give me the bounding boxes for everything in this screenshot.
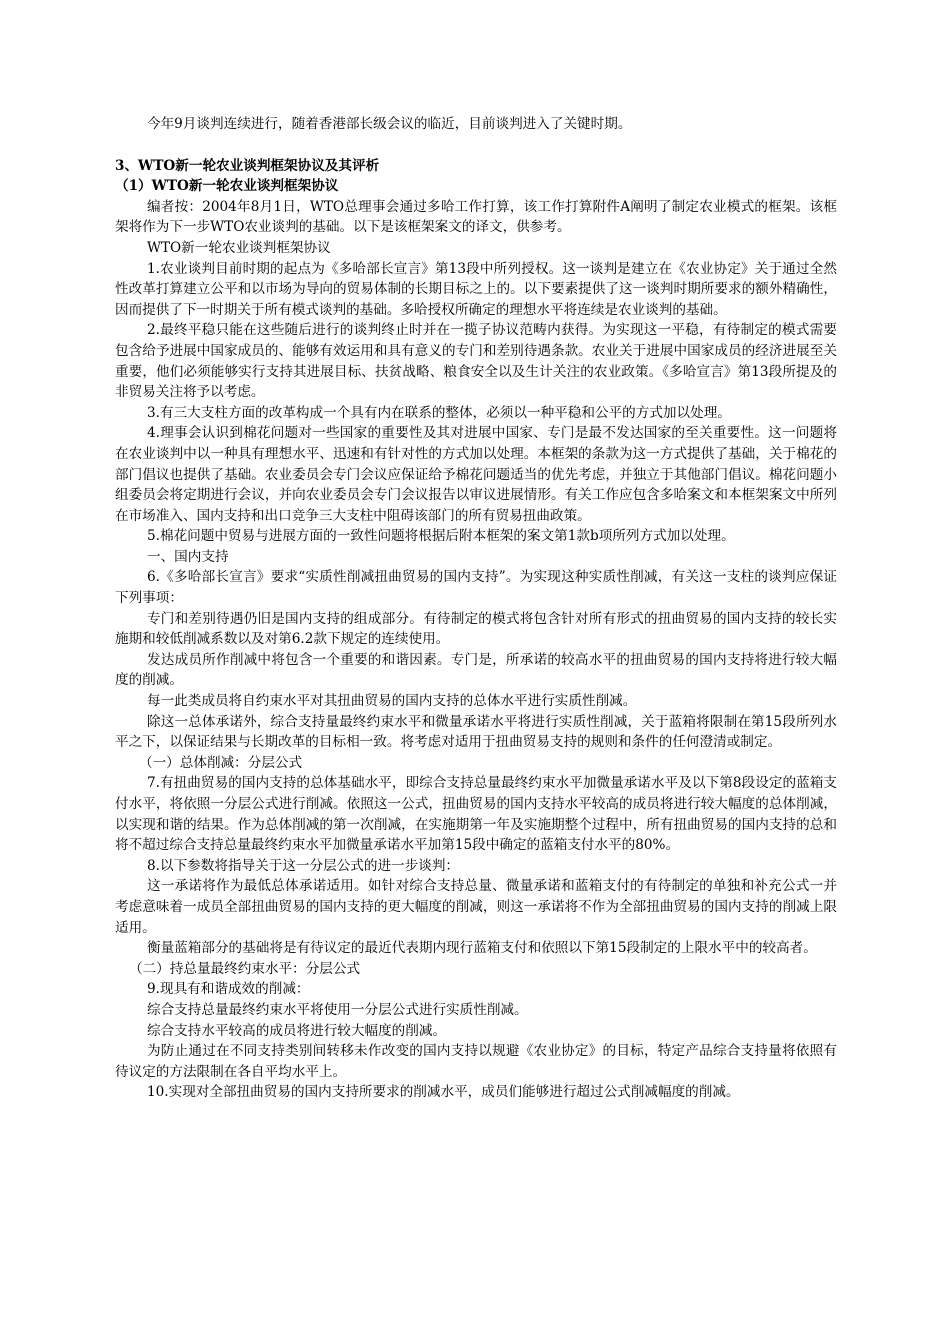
paragraph-7: 7.有扭曲贸易的国内支持的总体基础水平，即综合支持总量最终约束水平加微量承诺水平及以下第8段设定的蓝箱支付水平，将依照一分层公式进行削减。依照这一公式，扭曲贸易的国内支持水平较高的成员将进行较大幅度的总体削减，以实现和谐的结果。作为总体削减的第一次削减，在实施期第一年及实施期整个过程中，所有扭曲贸易的国内支持的总和将不超过综合支持总量最终约束水平加微量承诺水平加第15段中确定的蓝箱支付水平的80%。: [115, 775, 837, 854]
paragraph-6-item-3: 每一此类成员将自约束水平对其扭曲贸易的国内支持的总体水平进行实质性削减。: [147, 693, 637, 710]
paragraph-10: 10.实现对全部扭曲贸易的国内支持所要求的削减水平，成员们能够进行超过公式削减幅度的削减。: [147, 1084, 740, 1101]
paragraph-6-item-4: 除这一总体承诺外，综合支持量最终约束水平和微量承诺水平将进行实质性削减，关于蓝箱将限制在第15段所列水平之下，以保证结果与长期改革的目标相一致。将考虑对适用于扭曲贸易支持的规则和条件的任何澄清或制定。: [115, 713, 837, 751]
paragraph-8-item-1: 这一承诺将作为最低总体承诺适用。如针对综合支持总量、微量承诺和蓝箱支付的有待制定的单独和补充公式一并考虑意味着一成员全部扭曲贸易的国内支持的更大幅度的削减，则这一承诺将不作为全部扭曲贸易的国内支持的削减上限适用。: [115, 878, 837, 936]
heading-ams-final-bound: （二）持总量最终约束水平：分层公式: [129, 960, 361, 977]
subsection-heading: （1）WTO新一轮农业谈判框架协议: [115, 178, 339, 195]
paragraph-9-item-2: 综合支持水平较高的成员将进行较大幅度的削减。: [147, 1022, 447, 1039]
paragraph-8: 8.以下参数将指导关于这一分层公式的进一步谈判：: [147, 857, 460, 874]
paragraph-1: 1.农业谈判目前时期的起点为《多哈部长宣言》第13段中所列授权。这一谈判是建立在《农业协定》关于通过全然性改革打算建立公平和以市场为导向的贸易体制的长期目标之上的。以下要素提供了这一谈判时期所要求的额外精确性，因而提供了下一时期关于所有模式谈判的基础。多哈授权所确定的理想水平将连续是农业谈判的基础。: [115, 260, 837, 318]
paragraph-8-item-2: 衡量蓝箱部分的基础将是有待议定的最近代表期内现行蓝箱支付和依照以下第15段制定的上限水平中的较高者。: [147, 940, 817, 957]
paragraph-4: 4.理事会认识到棉花问题对一些国家的重要性及其对进展中国家、专门是最不发达国家的至关重要性。这一问题将在农业谈判中以一种具有理想水平、迅速和有针对性的方式加以处理。本框架的条款为这一方式提供了基础，关于棉花的部门倡议也提供了基础。农业委员会专门会议应保证给予棉花问题适当的优先考虑，并独立于其他部门倡议。棉花问题小组委员会将定期进行会议，并向农业委员会专门会议报告以审议进展情形。有关工作应包含多哈案文和本框架案文中所列在市场准入、国内支持和出口竞争三大支柱中阻碍该部门的所有贸易扭曲政策。: [115, 425, 837, 524]
paragraph-5: 5.棉花问题中贸易与进展方面的一致性问题将根据后附本框架的案文第1款b项所列方式加以处理。: [147, 528, 735, 545]
heading-domestic-support: 一、国内支持: [147, 548, 229, 565]
agreement-title: WTO新一轮农业谈判框架协议: [147, 239, 331, 256]
editor-note: 编者按：2004年8月1日，WTO总理事会通过多哈工作打算，该工作打算附件A阐明了制定农业模式的框架。该框架将作为下一步WTO农业谈判的基础。以下是该框架案文的译文，供参考。: [115, 198, 837, 236]
paragraph-2: 2.最终平稳只能在这些随后进行的谈判终止时并在一揽子协议范畴内获得。为实现这一平稳，有待制定的模式需要包含给予进展中国家成员的、能够有效运用和具有意义的专门和差别待遇条款。农业关于进展中国家成员的经济进展至关重要，他们必须能够实行支持其进展目标、扶贫战略、粮食安全以及生计关注的农业政策。《多哈宣言》第13段所提及的非贸易关注将予以考虑。: [115, 322, 837, 401]
paragraph-6: 6.《多哈部长宣言》要求“实质性削减扭曲贸易的国内支持”。为实现这种实质性削减，有关这一支柱的谈判应保证下列事项：: [115, 569, 837, 607]
paragraph-9-item-1: 综合支持总量最终约束水平将使用一分层公式进行实质性削减。: [147, 1001, 528, 1018]
paragraph-intro: 今年9月谈判连续进行，随着香港部长级会议的临近，目前谈判进入了关键时期。: [147, 116, 632, 132]
paragraph-6-item-1: 专门和差别待遇仍旧是国内支持的组成部分。有待制定的模式将包含针对所有形式的扭曲贸易的国内支持的较长实施期和较低削减系数以及对第6.2款下规定的连续使用。: [115, 610, 837, 648]
paragraph-9: 9.现具有和谐成效的削减：: [147, 981, 310, 998]
section-heading: 3、WTO新一轮农业谈判框架协议及其评析: [115, 157, 380, 174]
paragraph-6-item-2: 发达成员所作削减中将包含一个重要的和谐因素。专门是，所承诺的较高水平的扭曲贸易的国内支持将进行较大幅度的削减。: [115, 651, 837, 689]
paragraph-9-item-3: 为防止通过在不同支持类别间转移未作改变的国内支持以规避《农业协定》的目标，特定产品综合支持量将依照有待议定的方法限制在各自平均水平上。: [115, 1043, 837, 1080]
heading-overall-reduction: （一）总体削减：分层公式: [139, 754, 303, 771]
document-body: [115, 114, 837, 1103]
paragraph-3: 3.有三大支柱方面的改革构成一个具有内在联系的整体，必须以一种平稳和公平的方式加以处理。: [147, 404, 731, 421]
